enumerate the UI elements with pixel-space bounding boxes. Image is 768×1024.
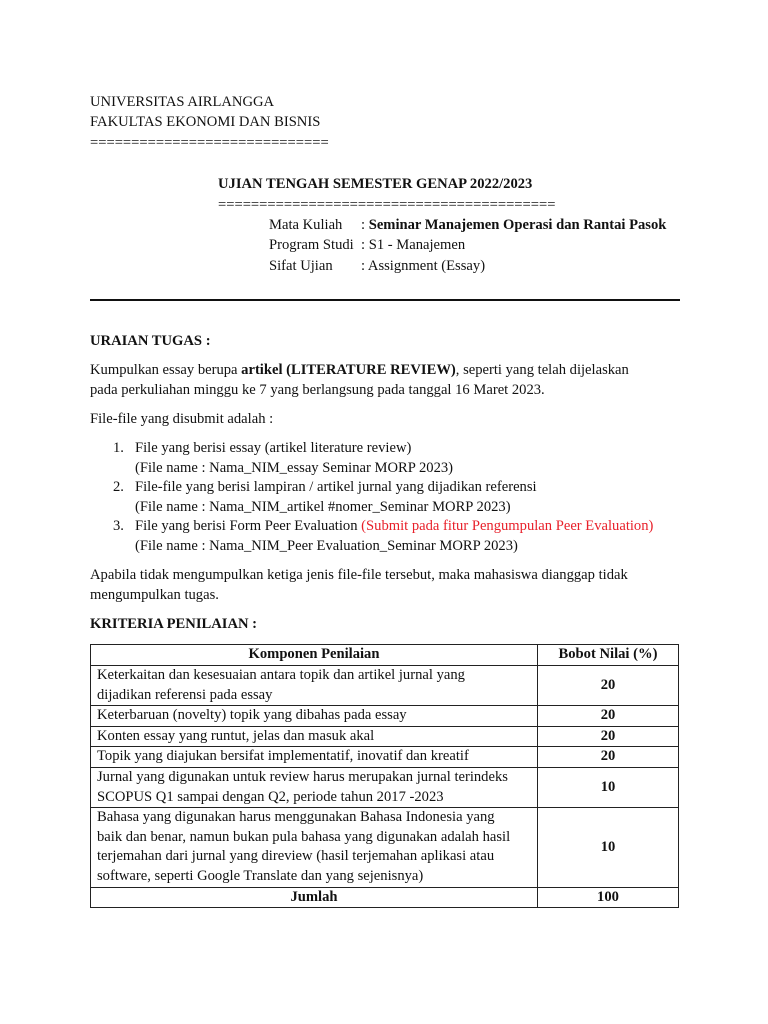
- task-intro-line1: [90, 361, 629, 381]
- task-intro-bold: artikel (LITERATURE REVIEW): [241, 362, 456, 378]
- list-item-filename: (File name : Nama_NIM_Peer Evaluation_Seminar MORP 2023): [135, 537, 518, 554]
- meta-program-label: Program Studi: [269, 237, 354, 253]
- table-cell-weight: 10: [538, 808, 679, 887]
- list-item-note-red: (Submit pada fitur Pengumpulan Peer Evaluation): [361, 518, 654, 534]
- cell-line: dijadikan referensi pada essay: [97, 686, 273, 703]
- meta-course-value: Seminar Manajemen Operasi dan Rantai Pasok: [368, 217, 667, 233]
- table-cell-weight: 20: [538, 726, 679, 747]
- table-cell-component: Topik yang diajukan bersifat implementatif, inovatif dan kreatif: [91, 747, 538, 768]
- table-cell-weight: 20: [538, 747, 679, 768]
- cell-line: Keterkaitan dan kesesuaian antara topik dan artikel jurnal yang: [97, 667, 465, 683]
- header-divider-short: =============================: [90, 135, 329, 151]
- header-divider-long: =========================================: [218, 197, 556, 213]
- total-value: 100: [538, 887, 679, 908]
- header-rule: [90, 299, 680, 301]
- list-item-number: 3.: [113, 518, 124, 534]
- list-item-text: [135, 439, 453, 478]
- task-intro-line2: pada perkuliahan minggu ke 7 yang berlangsung pada tanggal 16 Maret 2023.: [90, 382, 545, 398]
- table-cell-component: [91, 666, 538, 706]
- meta-program-sep: :: [361, 237, 369, 253]
- column-header-weight: Bobot Nilai (%): [538, 645, 679, 666]
- table-cell-component: Keterbaruan (novelty) topik yang dibahas pada essay: [91, 706, 538, 727]
- table-row: [91, 666, 679, 706]
- meta-exam-type-value: Assignment (Essay): [367, 258, 486, 274]
- list-item-filename: (File name : Nama_NIM_artikel #nomer_Seminar MORP 2023): [135, 498, 511, 515]
- list-item-line1: File yang berisi essay (artikel literature review): [135, 440, 412, 456]
- warning-line1: Apabila tidak mengumpulkan ketiga jenis file-file tersebut, maka mahasiswa dianggap tidak: [90, 567, 628, 583]
- cell-line: terjemahan dari jurnal yang direview (hasil terjemahan aplikasi atau: [97, 848, 495, 865]
- table-cell-weight: 10: [538, 767, 679, 807]
- task-intro-pre: Kumpulkan essay berupa: [90, 362, 242, 378]
- table-cell-component: [91, 767, 538, 807]
- task-intro-post: , seperti yang telah dijelaskan: [455, 362, 629, 378]
- meta-course-sep: :: [361, 217, 369, 233]
- table-row: [91, 767, 679, 807]
- table-row: [91, 747, 679, 768]
- meta-course: [269, 216, 666, 236]
- faculty-name: FAKULTAS EKONOMI DAN BISNIS: [90, 114, 321, 130]
- list-item-number: 1.: [113, 440, 124, 456]
- meta-exam-type-sep: :: [361, 258, 368, 274]
- list-item-text: [135, 517, 653, 556]
- meta-exam-type: [269, 257, 485, 277]
- meta-exam-type-label: Sifat Ujian: [269, 258, 333, 274]
- task-heading: URAIAN TUGAS :: [90, 333, 211, 349]
- table-header-row: [91, 645, 679, 666]
- cell-line: Jurnal yang digunakan untuk review harus merupakan jurnal terindeks: [97, 768, 508, 785]
- list-item-line1: File yang berisi Form Peer Evaluation: [135, 518, 362, 534]
- list-item-filename: (File name : Nama_NIM_essay Seminar MORP 2023): [135, 459, 454, 476]
- exam-title: UJIAN TENGAH SEMESTER GENAP 2022/2023: [218, 176, 533, 192]
- meta-course-label: Mata Kuliah: [269, 217, 343, 233]
- table-total-row: [91, 887, 679, 908]
- list-item-number: 2.: [113, 479, 124, 495]
- criteria-table: [90, 644, 679, 908]
- cell-line: baik dan benar, namun bukan pula bahasa yang digunakan adalah hasil: [97, 828, 511, 845]
- table-row: [91, 706, 679, 727]
- warning-line2: mengumpulkan tugas.: [90, 587, 219, 603]
- university-name: UNIVERSITAS AIRLANGGA: [90, 94, 275, 110]
- table-row: [91, 808, 679, 887]
- list-item-text: [135, 478, 537, 517]
- table-cell-component: Konten essay yang runtut, jelas dan masuk akal: [91, 726, 538, 747]
- meta-program-value: S1 - Manajemen: [368, 237, 466, 253]
- table-cell-weight: 20: [538, 666, 679, 706]
- table-cell-weight: 20: [538, 706, 679, 727]
- table-row: [91, 726, 679, 747]
- cell-line: SCOPUS Q1 sampai dengan Q2, periode tahun 2017 -2023: [97, 788, 444, 805]
- list-item-line1: File-file yang berisi lampiran / artikel jurnal yang dijadikan referensi: [135, 479, 537, 495]
- files-intro: File-file yang disubmit adalah :: [90, 411, 274, 427]
- criteria-heading: KRITERIA PENILAIAN :: [90, 616, 258, 632]
- column-header-component: Komponen Penilaian: [91, 645, 538, 666]
- cell-line: software, seperti Google Translate dan yang sejenisnya): [97, 867, 424, 884]
- cell-line: Bahasa yang digunakan harus menggunakan Bahasa Indonesia yang: [97, 809, 495, 826]
- total-label: Jumlah: [91, 887, 538, 908]
- table-cell-component: [91, 808, 538, 887]
- meta-program: [269, 236, 465, 256]
